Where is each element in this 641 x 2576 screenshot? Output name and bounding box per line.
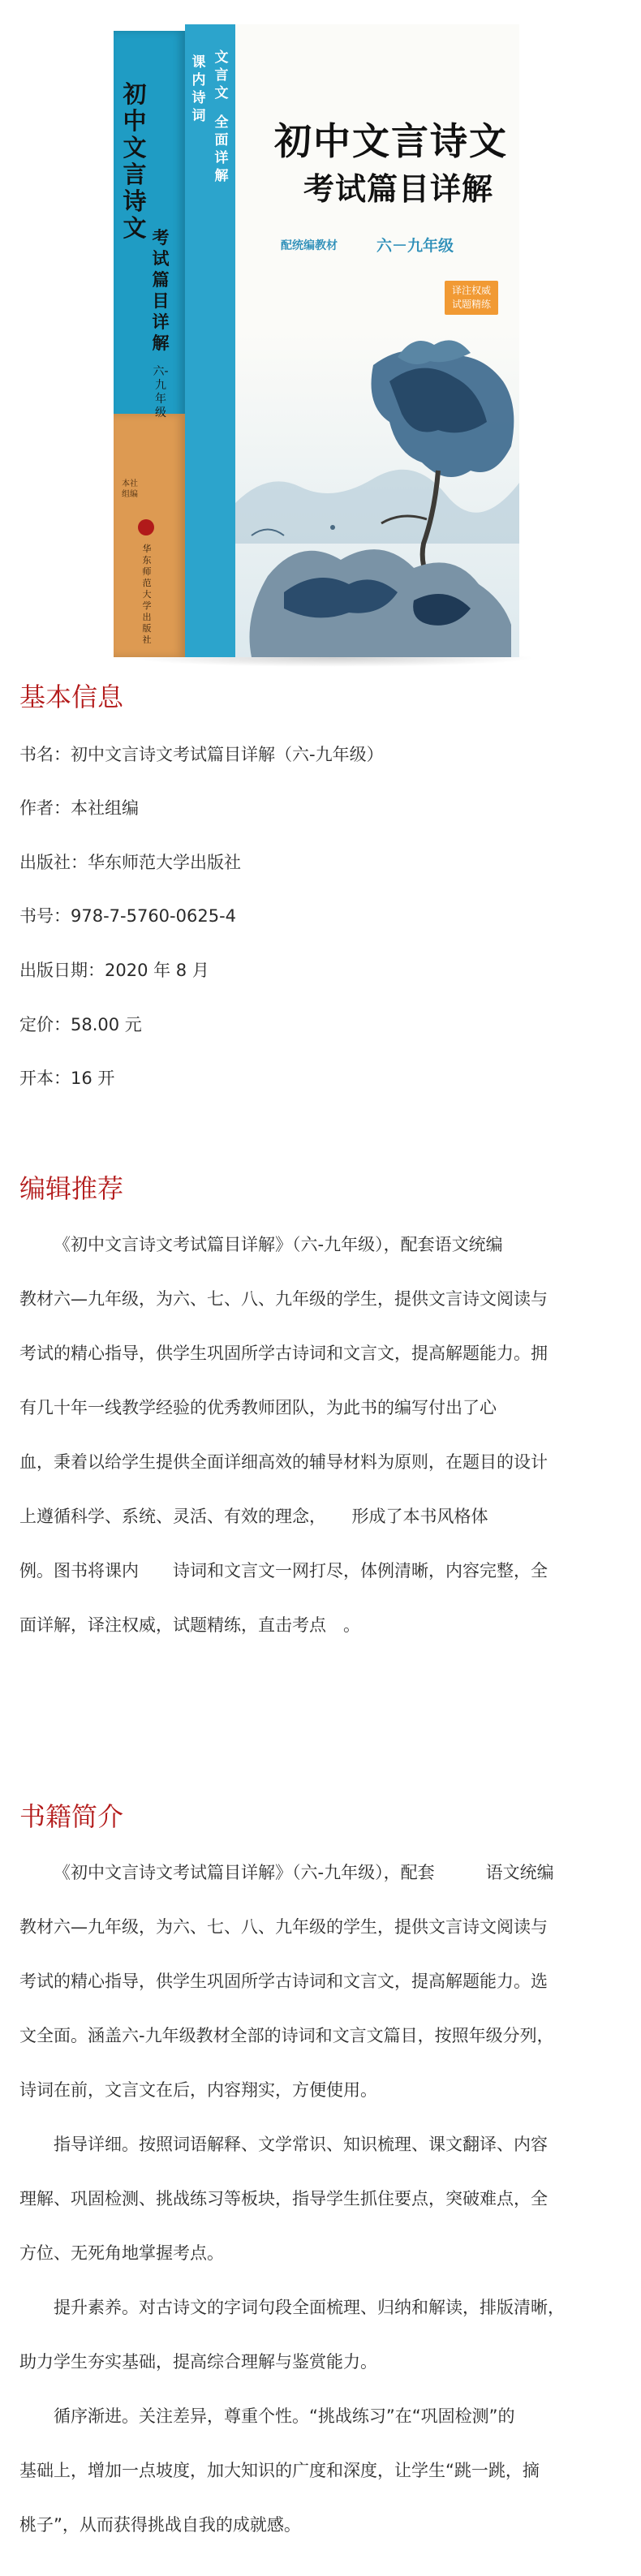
info-publisher-line: 出版社：华东师范大学出版社 [19, 853, 241, 872]
recommend-line: 考试的精心指导，供学生巩固所学古诗词和文言文，提高解题能力。拥 [19, 1344, 548, 1363]
editor-recommend-heading: 编辑推荐 [19, 1173, 124, 1204]
recommend-line: 教材六—九年级，为六、七、八、九年级的学生，提供文言诗文阅读与 [19, 1289, 548, 1309]
recommend-line: 例。图书将课内 诗词和文言文一网打尽，体例清晰，内容完整，全 [19, 1561, 548, 1580]
intro-line: 《初中文言诗文考试篇目详解》（六-九年级），配套 语文统编 [54, 1863, 554, 1882]
recommend-line: 血，秉着以给学生提供全面详细高效的辅导材料为原则，在题目的设计 [19, 1452, 548, 1472]
spine-grade: 六-九年级 [153, 365, 169, 419]
spine-publisher: 华东师范大学出版社 [142, 544, 152, 645]
book-intro-heading: 书籍简介 [19, 1801, 124, 1832]
landscape-painting [235, 333, 519, 657]
book-front-cover [185, 24, 519, 657]
info-isbn-line: 书号：978-7-5760-0625-4 [19, 906, 237, 926]
intro-line: 理解、巩固检测、挑战练习等板块，指导学生抓住要点，突破难点，全 [19, 2189, 548, 2208]
info-title-line: 书名：初中文言诗文考试篇目详解（六-九年级） [19, 745, 384, 764]
intro-line: 提升素养。对古诗文的字词句段全面梳理、归纳和解读，排版清晰， [54, 2298, 565, 2317]
recommend-line: 《初中文言诗文考试篇目详解》（六-九年级），配套语文统编 [54, 1235, 503, 1254]
intro-line: 指导详细。按照词语解释、文学常识、知识梳理、课文翻译、内容 [54, 2135, 548, 2154]
recommend-line: 有几十年一线教学经验的优秀教师团队，为此书的编写付出了心 [19, 1398, 497, 1417]
intro-line: 循序渐进。关注差异，尊重个性。“挑战练习”在“巩固检测”的 [54, 2406, 515, 2426]
intro-line: 方位、无死角地掌握考点。 [19, 2243, 224, 2263]
band-label-2: 文言文 [214, 49, 229, 101]
band-label-3: 全面详解 [214, 114, 229, 184]
cover-title: 初中文言诗文 [274, 119, 508, 163]
intro-line: 桃子”，从而获得挑战自我的成就感。 [19, 2515, 301, 2535]
info-price-line: 定价：58.00 元 [19, 1015, 142, 1034]
intro-line: 助力学生夯实基础，提高综合理解与鉴赏能力。 [19, 2352, 377, 2372]
cover-band [185, 24, 235, 657]
band-label-1: 课内诗词 [191, 54, 206, 124]
info-author-line: 作者：本社组编 [19, 798, 139, 818]
recommend-line: 面详解，译注权威，试题精练，直击考点 。 [19, 1615, 360, 1635]
cover-tag: 配统编教材 [281, 239, 338, 252]
intro-line: 教材六—九年级，为六、七、八、九年级的学生，提供文言诗文阅读与 [19, 1917, 548, 1937]
intro-line: 诗词在前，文言文在后，内容翔实，方便使用。 [19, 2080, 377, 2100]
spine-editor: 本社组编 [122, 480, 138, 499]
cover-badge: 译注权威 试题精练 [445, 281, 498, 315]
spine-title: 初中文言诗文 [123, 80, 147, 242]
publisher-seal-icon [138, 519, 154, 535]
info-format-line: 开本：16 开 [19, 1069, 115, 1088]
intro-line: 基础上，增加一点坡度，加大知识的广度和深度，让学生“跳一跳，摘 [19, 2461, 540, 2480]
book-cover [114, 24, 519, 665]
intro-line: 文全面。涵盖六-九年级教材全部的诗词和文言文篇目，按照年级分列， [19, 2026, 554, 2045]
intro-line: 考试的精心指导，供学生巩固所学古诗词和文言文，提高解题能力。选 [19, 1972, 548, 1991]
basic-info-heading: 基本信息 [19, 682, 124, 712]
cover-subtitle: 考试篇目详解 [303, 170, 494, 207]
cover-grade: 六－九年级 [376, 237, 454, 255]
recommend-line: 上遵循科学、系统、灵活、有效的理念， 形成了本书风格体 [19, 1507, 488, 1526]
info-date-line: 出版日期：2020 年 8 月 [19, 961, 209, 980]
spine-subtitle: 考试篇目详解 [152, 227, 170, 353]
